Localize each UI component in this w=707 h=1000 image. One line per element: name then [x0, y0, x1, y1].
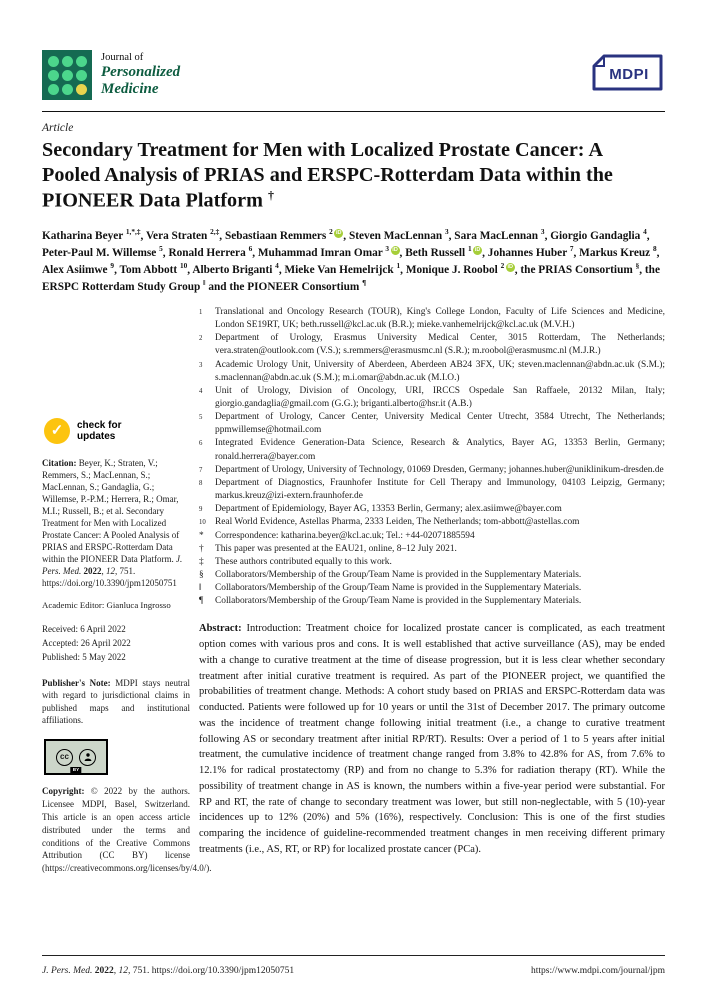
- affiliation-row: [199, 556, 665, 569]
- affiliation-row: [199, 477, 665, 503]
- main-column: [190, 306, 665, 875]
- affiliation-row: [199, 464, 665, 477]
- affiliation-row: [199, 411, 665, 437]
- author: Sara MacLennan $^3$,: [454, 226, 551, 242]
- author: Johannes Huber $^7$,: [487, 244, 580, 259]
- affiliation-text: Real World Evidence, Astellas Pharma, 2333 Leiden, The Netherlands; tom-abbott@astellas.com: [215, 517, 580, 528]
- affiliation-marker: 2: [199, 335, 203, 343]
- affiliation-text: Collaborators/Membership of the Group/Team Name is provided in the Supplementary Materials.: [215, 570, 582, 580]
- affiliation-row: [199, 437, 665, 463]
- affiliation-marker: 7: [199, 466, 203, 474]
- orcid-icon[interactable]: iD: [336, 229, 342, 236]
- affiliation-text: Department of Diagnostics, Fraunhofer Institute for Cell Therapy and Immunology, 04103 Leipzig, Germany; markus.kreuz@izi-extern.fraunhofer.de: [215, 477, 665, 502]
- footer-journal-url[interactable]: https://www.mdpi.com/journal/jpm: [531, 966, 665, 976]
- author: Mieke Van Hemelrijck $^1$,: [284, 261, 406, 277]
- cc-icon: cc: [56, 749, 73, 766]
- affiliation-list: [199, 306, 665, 609]
- citation-label: Citation:: [42, 457, 77, 468]
- logo-dot: [48, 84, 59, 95]
- footer-divider: [42, 955, 665, 956]
- affiliation-text: This paper was presented at the EAU21, online, 8–12 July 2021.: [215, 543, 457, 554]
- history-dates: [42, 623, 190, 665]
- article-type-label: Article: [42, 122, 74, 134]
- author: Muhammad Imran Omar $^3$ iD ,: [257, 244, 406, 259]
- journal-name: [101, 52, 180, 99]
- publisher-note: [42, 677, 190, 727]
- affiliation-row: [199, 543, 665, 556]
- author-list: [42, 227, 665, 296]
- svg-text:MDPI: MDPI: [609, 65, 649, 83]
- affiliation-marker: ¶: [199, 596, 204, 607]
- affiliation-marker: 6: [199, 440, 203, 448]
- affiliation-marker: 9: [199, 506, 203, 514]
- check-icon: ✓: [44, 418, 70, 444]
- affiliation-marker: 10: [199, 519, 206, 527]
- logo-dot: [76, 70, 87, 81]
- orcid-icon[interactable]: iD: [392, 247, 398, 254]
- person-icon: [79, 749, 96, 766]
- logo-dot: [48, 70, 59, 81]
- affiliation-text: Academic Urology Unit, University of Aberdeen, Aberdeen AB24 3FX, UK; steven.maclennan@abdn.ac.uk (S.M.); s.maclennan@abdn.ac.uk (S.M.); m.i.omar@abdn.ac.uk (M.I.O.): [215, 359, 665, 383]
- affiliation-text: Unit of Urology, Division of Oncology, URI, IRCCS Ospedale San Raffaele, 20132 Milan, Italy; giorgio.gandaglia@gmail.com (G.G.); briganti.alberto@hsr.it (A.B.): [215, 385, 665, 409]
- author: the PRIAS Consortium §,: [520, 261, 645, 277]
- affiliation-marker: 8: [199, 479, 203, 487]
- affiliation-row: [199, 595, 665, 608]
- author: Peter-Paul M. Willemse $^5$,: [42, 244, 169, 259]
- copyright-label: Copyright:: [42, 786, 85, 797]
- affiliation-marker: ‖: [199, 583, 202, 594]
- orcid-icon[interactable]: iD: [474, 247, 481, 254]
- affiliation-marker: 1: [199, 308, 203, 316]
- logo-dot: [62, 56, 73, 67]
- journal-header: [42, 50, 665, 112]
- left-sidebar: [42, 306, 212, 875]
- affiliation-text: Correspondence: katharina.beyer@kcl.ac.uk; Tel.: +44-02071885594: [215, 530, 475, 541]
- journal-name-line1: Personalized: [101, 63, 181, 80]
- affiliation-marker: 5: [199, 414, 203, 422]
- journal-logo[interactable]: [42, 50, 180, 100]
- citation-text: Beyer, K.; Straten, V.; Remmers, S.; MacLennan, S.; MacLennan, S.; Gandaglia, G.; Willemse, P.-P.M.; Herrera, R.; Omar, M.I.; Russell, B.; et al. Secondary Treatment for Men with Localized Prostate Cancer: A Pooled Analysis of PRIAS and ERSPC-Rotterdam Data within the PIONEER Data Platform. J. Pers. Med. 2022, 12, 751. https://doi.org/10.3390/jpm12050751: [42, 457, 183, 589]
- two-column-area: [42, 306, 665, 875]
- author: the ERSPC Rotterdam Study Group ‖: [42, 264, 660, 294]
- affiliation-row: [199, 306, 665, 332]
- page-footer: [42, 955, 665, 976]
- affiliation-row: [199, 582, 665, 595]
- affiliation-text: These authors contributed equally to this work.: [215, 556, 392, 567]
- affiliation-text: Department of Urology, University of Technology, 01069 Dresden, Germany; johannes.huber@uniklinikum-dresden.de: [215, 464, 664, 475]
- affiliation-row: [199, 569, 665, 582]
- affiliation-text: Collaborators/Membership of the Group/Team Name is provided in the Supplementary Materials.: [215, 596, 582, 607]
- journal-logo-icon: [42, 50, 92, 100]
- page-title: [42, 138, 665, 214]
- affiliation-marker: †: [199, 543, 204, 554]
- footer-citation[interactable]: J. Pers. Med. 2022, 12, 751. https://doi.org/10.3390/jpm12050751: [42, 966, 295, 976]
- affiliation-row: [199, 516, 665, 529]
- affiliation-text: Department of Epidemiology, Bayer AG, 13353 Berlin, Germany; alex.asiimwe@bayer.com: [215, 504, 562, 515]
- check-for-updates-label: check for updates: [77, 419, 122, 442]
- affiliation-marker: 3: [199, 361, 203, 369]
- author: Sebastiaan Remmers $^2$ iD ,: [224, 226, 349, 242]
- author: Beth Russell $^1$ iD ,: [405, 244, 488, 259]
- citation-block: [42, 457, 190, 590]
- author: Vera Straten $^{2,\ddagger}$,: [145, 226, 225, 242]
- cc-by-badge[interactable]: [44, 739, 108, 775]
- author: Monique J. Roobol $^2$ iD ,: [405, 261, 521, 277]
- affiliation-row: [199, 332, 665, 358]
- logo-dot: [62, 84, 73, 95]
- affiliation-text: Integrated Evidence Generation-Data Science, Research & Analytics, Bayer AG, 13353 Berlin, Germany; ronald.herrera@bayer.com: [215, 438, 665, 462]
- history-date: Accepted: 26 April 2022: [42, 637, 131, 648]
- affiliation-row: [199, 503, 665, 516]
- academic-editor: Academic Editor: Gianluca Ingrosso: [42, 600, 171, 611]
- orcid-icon[interactable]: iD: [507, 264, 514, 271]
- logo-dot: [76, 56, 87, 67]
- by-tag: BY: [70, 767, 81, 773]
- publisher-note-label: Publisher's Note:: [42, 677, 111, 688]
- author: Giorgio Gandaglia $^4$,: [550, 226, 650, 242]
- affiliation-row: [199, 359, 665, 385]
- author: Markus Kreuz $^8$,: [579, 244, 660, 259]
- affiliation-text: Collaborators/Membership of the Group/Team Name is provided in the Supplementary Materials.: [215, 583, 582, 594]
- author: and the PIONEER Consortium ¶: [208, 278, 367, 294]
- author: Alex Asiimwe $^9$,: [42, 261, 120, 277]
- affiliation-text: Department of Urology, Cancer Center, University Medical Center Utrecht, 3584 Utrecht, The Netherlands; ppmwillemse@hotmail.com: [215, 412, 665, 436]
- affiliation-text: Translational and Oncology Research (TOUR), King's College London, Faculty of Life Sciences and Medicine, London SE19RT, UK; beth.russell@kcl.ac.uk (B.R.); mieke.vanhemelrijck@kcl.ac.uk (M.V.H.): [215, 306, 665, 331]
- logo-dot: [48, 56, 59, 67]
- logo-dot: [62, 70, 73, 81]
- history-date: Received: 6 April 2022: [42, 624, 126, 634]
- title-dagger: †: [267, 188, 274, 203]
- affiliation-marker: §: [199, 570, 204, 580]
- title-text: Secondary Treatment for Men with Localized Prostate Cancer: A Pooled Analysis of PRIAS and ERSPC-Rotterdam Data within the PIONEER Data Platform: [42, 139, 613, 212]
- mdpi-logo[interactable]: [589, 52, 665, 99]
- author: Alberto Briganti $^4$,: [192, 261, 285, 277]
- author: Katharina Beyer $^{1,*,\ddagger}$,: [42, 226, 146, 242]
- logo-dot-yellow: [76, 84, 87, 95]
- copyright-text: © 2022 by the authors. Licensee MDPI, Basel, Switzerland. This article is an open access article distributed under the terms and conditions of the Creative Commons Attribution (CC BY) license (https://creativecommons.org/licenses/by/4.0/).: [42, 786, 212, 874]
- history-date: Published: 5 May 2022: [42, 651, 126, 662]
- abstract-label: Abstract:: [199, 623, 242, 635]
- author: Tom Abbott $^{10}$,: [119, 261, 193, 277]
- journal-prefix: Journal of: [101, 51, 144, 63]
- journal-name-line2: Medicine: [101, 81, 159, 97]
- affiliation-row: [199, 530, 665, 543]
- affiliation-text: Department of Urology, Erasmus University Medical Center, 3015 Rotterdam, The Netherlands; vera.straten@outlook.com (V.S.); s.remmers@erasmusmc.nl (S.R.); m.roobol@erasmusmc.nl (M.J.R.): [215, 333, 665, 357]
- check-for-updates-badge[interactable]: [44, 418, 136, 444]
- affiliation-marker: ‡: [199, 556, 204, 567]
- affiliation-marker: 4: [199, 387, 203, 395]
- author: Ronald Herrera $^6$,: [168, 244, 258, 259]
- copyright-block: [42, 785, 212, 874]
- abstract: [199, 621, 665, 857]
- author: Steven MacLennan $^3$,: [348, 226, 455, 242]
- affiliation-row: [199, 385, 665, 411]
- affiliation-marker: *: [199, 530, 204, 541]
- abstract-text: Introduction: Treatment choice for localized prostate cancer is complicated, as each treatment option comes with various pros and cons. It is well established that active surveillance (AS), may be ended with a change to curative treatment at the time of disease progression, but it is less clear whether secondary treatment after initial curative treatment is required. As part of the PIONEER project, we quantified the probabilities of treatment change. Methods: A cohort study based on PRIAS and ERSPC-Rotterdam data was conducted. Patients were followed up for 10 years or until the 31st of December 2017. The primary outcome was the incidence of treatment change following initial treatment (i.e., a change to curative treatment following AS or secondary treatment after initial RP/RT). Results: Over a period of 1 to 5 years after initial treatment, the cumulative incidence of treatment change ranged from 3.8% to 42.8% for AS, from 7.6% to 12.1% for radical prostatectomy (RP) and from no change to 5.3% for radiation therapy (RT). While the possibility of treatment change in AS is known, the numbers within a five-year period were substantial. For RP and RT, the rate of change to secondary treatment was lower, but still non-neglectable, with 5 (10)-year incidences up to 12% (20%) and 5% (16%), respectively. Conclusion: This is one of the first studies comparing the incidence of guideline-recommended treatment changes in men receiving different primary treatments (i.e., AS, RT, or RP) for localized prostate cancer (PCa).: [199, 623, 666, 855]
- publisher-note-text: MDPI stays neutral with regard to jurisdictional claims in published maps and institutional affiliations.: [42, 677, 190, 726]
